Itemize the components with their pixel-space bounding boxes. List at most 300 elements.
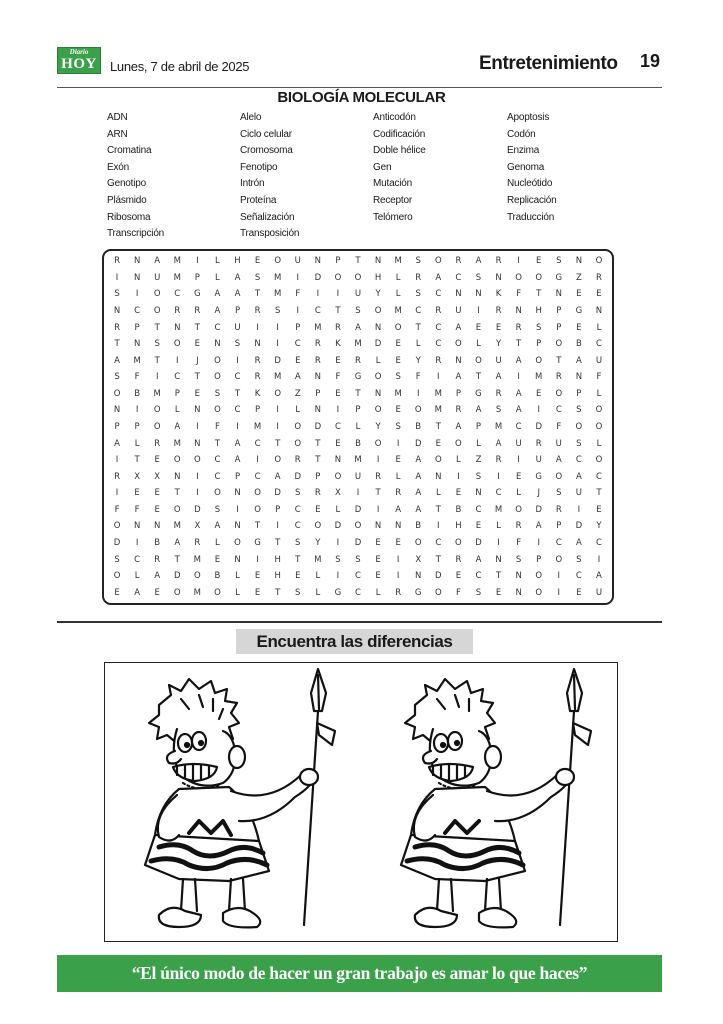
- grid-letter[interactable]: P: [174, 388, 180, 399]
- grid-letter[interactable]: C: [595, 339, 602, 350]
- grid-letter[interactable]: I: [276, 322, 279, 333]
- grid-letter[interactable]: N: [475, 488, 482, 499]
- grid-letter[interactable]: L: [295, 405, 301, 416]
- grid-letter[interactable]: C: [234, 405, 241, 416]
- grid-letter[interactable]: R: [254, 305, 261, 316]
- grid-letter[interactable]: O: [575, 421, 583, 432]
- grid-letter[interactable]: E: [134, 488, 140, 499]
- grid-letter[interactable]: S: [295, 488, 301, 499]
- grid-letter[interactable]: O: [374, 372, 382, 383]
- grid-letter[interactable]: T: [174, 554, 180, 565]
- grid-letter[interactable]: X: [194, 521, 201, 532]
- grid-letter[interactable]: N: [415, 571, 422, 582]
- grid-letter[interactable]: L: [596, 322, 602, 333]
- grid-letter[interactable]: A: [274, 471, 281, 482]
- grid-letter[interactable]: O: [113, 521, 121, 532]
- grid-letter[interactable]: D: [374, 339, 382, 350]
- grid-letter[interactable]: R: [455, 256, 462, 267]
- grid-letter[interactable]: C: [355, 571, 361, 582]
- grid-letter[interactable]: O: [374, 438, 382, 449]
- grid-letter[interactable]: I: [356, 488, 360, 499]
- grid-letter[interactable]: H: [535, 305, 542, 316]
- grid-letter[interactable]: G: [535, 471, 542, 482]
- grid-letter[interactable]: E: [335, 388, 341, 399]
- grid-letter[interactable]: P: [234, 305, 241, 316]
- grid-letter[interactable]: P: [556, 322, 562, 333]
- grid-letter[interactable]: G: [575, 305, 583, 316]
- grid-letter[interactable]: G: [555, 272, 563, 283]
- grid-letter[interactable]: F: [516, 537, 522, 548]
- grid-letter[interactable]: I: [577, 504, 581, 515]
- grid-letter[interactable]: P: [536, 339, 542, 350]
- grid-letter[interactable]: T: [154, 322, 160, 333]
- grid-letter[interactable]: I: [135, 289, 139, 300]
- grid-letter[interactable]: C: [294, 521, 301, 532]
- grid-letter[interactable]: L: [134, 571, 140, 582]
- grid-letter[interactable]: S: [295, 537, 301, 548]
- grid-letter[interactable]: H: [274, 554, 281, 565]
- grid-letter[interactable]: N: [374, 388, 382, 399]
- grid-letter[interactable]: O: [194, 455, 201, 466]
- grid-letter[interactable]: O: [153, 289, 161, 300]
- grid-letter[interactable]: E: [596, 504, 602, 515]
- grid-letter[interactable]: N: [374, 521, 382, 532]
- grid-letter[interactable]: E: [455, 571, 462, 582]
- grid-letter[interactable]: D: [535, 504, 542, 515]
- grid-letter[interactable]: L: [174, 405, 180, 416]
- grid-letter[interactable]: Z: [294, 388, 301, 399]
- grid-letter[interactable]: R: [495, 455, 502, 466]
- grid-letter[interactable]: U: [154, 272, 161, 283]
- grid-letter[interactable]: N: [515, 571, 522, 582]
- grid-letter[interactable]: M: [173, 272, 181, 283]
- grid-letter[interactable]: O: [214, 372, 221, 383]
- grid-letter[interactable]: C: [214, 322, 221, 333]
- grid-letter[interactable]: N: [435, 471, 442, 482]
- grid-letter[interactable]: Y: [495, 339, 502, 350]
- grid-letter[interactable]: B: [214, 571, 221, 582]
- grid-letter[interactable]: P: [315, 471, 321, 482]
- grid-letter[interactable]: E: [395, 405, 401, 416]
- grid-letter[interactable]: I: [256, 554, 259, 565]
- grid-letter[interactable]: E: [576, 289, 582, 300]
- grid-letter[interactable]: E: [295, 355, 301, 366]
- grid-letter[interactable]: A: [415, 471, 422, 482]
- grid-letter[interactable]: S: [355, 554, 361, 565]
- grid-letter[interactable]: N: [495, 554, 502, 565]
- grid-letter[interactable]: H: [234, 256, 241, 267]
- grid-letter[interactable]: R: [355, 355, 361, 366]
- grid-letter[interactable]: G: [254, 537, 261, 548]
- grid-letter[interactable]: J: [537, 488, 540, 499]
- grid-letter[interactable]: I: [557, 571, 561, 582]
- grid-letter[interactable]: C: [475, 571, 482, 582]
- grid-letter[interactable]: C: [595, 537, 602, 548]
- grid-letter[interactable]: A: [415, 455, 422, 466]
- grid-letter[interactable]: S: [556, 256, 562, 267]
- grid-letter[interactable]: D: [274, 355, 281, 366]
- grid-letter[interactable]: P: [134, 421, 140, 432]
- grid-letter[interactable]: P: [295, 322, 301, 333]
- grid-letter[interactable]: R: [174, 305, 181, 316]
- grid-letter[interactable]: S: [475, 587, 482, 598]
- grid-letter[interactable]: A: [575, 471, 582, 482]
- grid-letter[interactable]: P: [255, 405, 261, 416]
- grid-letter[interactable]: O: [173, 339, 181, 350]
- grid-letter[interactable]: I: [196, 256, 199, 267]
- grid-letter[interactable]: P: [335, 256, 341, 267]
- grid-letter[interactable]: N: [194, 438, 201, 449]
- grid-letter[interactable]: F: [295, 289, 301, 300]
- grid-letter[interactable]: A: [234, 272, 241, 283]
- grid-letter[interactable]: I: [336, 537, 340, 548]
- grid-letter[interactable]: N: [455, 355, 462, 366]
- grid-letter[interactable]: M: [173, 256, 181, 267]
- grid-letter[interactable]: I: [256, 455, 259, 466]
- grid-letter[interactable]: I: [196, 471, 199, 482]
- grid-letter[interactable]: N: [113, 305, 121, 316]
- grid-letter[interactable]: D: [354, 537, 362, 548]
- grid-letter[interactable]: O: [535, 587, 543, 598]
- grid-letter[interactable]: T: [375, 488, 381, 499]
- grid-letter[interactable]: I: [336, 571, 340, 582]
- grid-letter[interactable]: F: [114, 504, 120, 515]
- grid-letter[interactable]: L: [496, 521, 501, 532]
- grid-letter[interactable]: B: [154, 537, 161, 548]
- grid-letter[interactable]: E: [576, 322, 582, 333]
- grid-letter[interactable]: U: [495, 355, 502, 366]
- grid-letter[interactable]: C: [455, 272, 462, 283]
- grid-letter[interactable]: E: [495, 587, 502, 598]
- grid-letter[interactable]: C: [515, 421, 522, 432]
- grid-letter[interactable]: T: [254, 289, 261, 300]
- grid-letter[interactable]: D: [314, 272, 322, 283]
- grid-letter[interactable]: E: [154, 488, 160, 499]
- grid-letter[interactable]: M: [394, 256, 402, 267]
- grid-letter[interactable]: A: [415, 504, 422, 515]
- grid-letter[interactable]: O: [214, 488, 221, 499]
- grid-letter[interactable]: O: [595, 421, 603, 432]
- grid-letter[interactable]: O: [414, 405, 422, 416]
- grid-letter[interactable]: R: [114, 322, 120, 333]
- grid-letter[interactable]: X: [134, 471, 141, 482]
- grid-letter[interactable]: O: [113, 571, 121, 582]
- grid-letter[interactable]: O: [374, 305, 382, 316]
- grid-letter[interactable]: P: [234, 471, 241, 482]
- grid-letter[interactable]: I: [135, 537, 139, 548]
- grid-letter[interactable]: B: [415, 421, 422, 432]
- grid-letter[interactable]: O: [535, 272, 543, 283]
- grid-letter[interactable]: D: [194, 504, 201, 515]
- grid-letter[interactable]: C: [254, 471, 261, 482]
- grid-letter[interactable]: R: [495, 388, 502, 399]
- grid-letter[interactable]: N: [515, 305, 522, 316]
- grid-letter[interactable]: L: [435, 488, 441, 499]
- grid-letter[interactable]: E: [315, 504, 321, 515]
- grid-letter[interactable]: L: [215, 537, 220, 548]
- grid-letter[interactable]: I: [336, 289, 340, 300]
- grid-letter[interactable]: L: [335, 504, 341, 515]
- grid-letter[interactable]: R: [455, 405, 462, 416]
- grid-letter[interactable]: R: [535, 438, 542, 449]
- grid-letter[interactable]: N: [234, 521, 241, 532]
- grid-letter[interactable]: R: [515, 521, 522, 532]
- grid-letter[interactable]: M: [274, 272, 282, 283]
- grid-letter[interactable]: E: [515, 471, 522, 482]
- grid-letter[interactable]: A: [596, 571, 602, 582]
- grid-letter[interactable]: T: [275, 587, 281, 598]
- grid-letter[interactable]: I: [457, 471, 460, 482]
- grid-letter[interactable]: M: [314, 554, 322, 565]
- grid-letter[interactable]: E: [475, 521, 482, 532]
- grid-letter[interactable]: A: [575, 537, 582, 548]
- grid-letter[interactable]: E: [194, 339, 201, 350]
- grid-letter[interactable]: U: [535, 455, 542, 466]
- grid-letter[interactable]: C: [555, 537, 562, 548]
- grid-letter[interactable]: N: [254, 339, 261, 350]
- grid-letter[interactable]: E: [154, 455, 160, 466]
- grid-letter[interactable]: E: [335, 355, 341, 366]
- grid-letter[interactable]: C: [495, 488, 502, 499]
- grid-letter[interactable]: R: [495, 305, 502, 316]
- grid-letter[interactable]: I: [437, 521, 440, 532]
- grid-letter[interactable]: D: [435, 571, 442, 582]
- grid-letter[interactable]: Y: [315, 537, 321, 548]
- grid-letter[interactable]: U: [354, 471, 362, 482]
- grid-letter[interactable]: L: [395, 289, 401, 300]
- grid-letter[interactable]: C: [555, 405, 562, 416]
- grid-letter[interactable]: M: [314, 322, 322, 333]
- grid-letter[interactable]: M: [354, 339, 362, 350]
- grid-letter[interactable]: S: [254, 272, 261, 283]
- grid-letter[interactable]: C: [134, 305, 141, 316]
- grid-letter[interactable]: C: [475, 504, 482, 515]
- grid-letter[interactable]: S: [114, 289, 120, 300]
- grid-letter[interactable]: I: [537, 537, 540, 548]
- grid-letter[interactable]: L: [215, 256, 220, 267]
- grid-letter[interactable]: S: [395, 421, 401, 432]
- grid-letter[interactable]: E: [495, 322, 502, 333]
- grid-letter[interactable]: A: [214, 305, 221, 316]
- grid-letter[interactable]: I: [276, 521, 279, 532]
- grid-letter[interactable]: I: [176, 355, 179, 366]
- grid-letter[interactable]: L: [315, 571, 321, 582]
- grid-letter[interactable]: O: [455, 537, 462, 548]
- grid-letter[interactable]: O: [555, 471, 563, 482]
- grid-letter[interactable]: A: [515, 388, 522, 399]
- grid-letter[interactable]: G: [414, 587, 422, 598]
- grid-letter[interactable]: I: [155, 372, 159, 383]
- grid-letter[interactable]: F: [214, 421, 220, 432]
- grid-letter[interactable]: T: [315, 438, 321, 449]
- grid-letter[interactable]: A: [234, 289, 241, 300]
- grid-letter[interactable]: F: [596, 372, 602, 383]
- grid-letter[interactable]: L: [134, 438, 140, 449]
- grid-letter[interactable]: E: [254, 256, 261, 267]
- grid-letter[interactable]: R: [435, 355, 442, 366]
- grid-letter[interactable]: S: [576, 405, 582, 416]
- grid-letter[interactable]: P: [576, 388, 582, 399]
- grid-letter[interactable]: R: [555, 372, 562, 383]
- grid-letter[interactable]: I: [396, 554, 400, 565]
- grid-letter[interactable]: N: [174, 322, 181, 333]
- grid-letter[interactable]: P: [114, 421, 120, 432]
- grid-letter[interactable]: O: [455, 438, 462, 449]
- grid-letter[interactable]: I: [396, 571, 400, 582]
- grid-letter[interactable]: O: [535, 355, 543, 366]
- grid-letter[interactable]: P: [194, 272, 200, 283]
- grid-letter[interactable]: A: [515, 355, 522, 366]
- grid-letter[interactable]: U: [294, 256, 301, 267]
- grid-letter[interactable]: P: [556, 521, 562, 532]
- grid-letter[interactable]: O: [334, 272, 342, 283]
- grid-letter[interactable]: C: [174, 289, 181, 300]
- grid-letter[interactable]: H: [374, 272, 382, 283]
- grid-letter[interactable]: E: [295, 571, 301, 582]
- grid-letter[interactable]: S: [515, 554, 522, 565]
- grid-letter[interactable]: U: [595, 587, 603, 598]
- grid-letter[interactable]: E: [395, 339, 401, 350]
- grid-letter[interactable]: N: [174, 471, 181, 482]
- grid-letter[interactable]: O: [434, 256, 442, 267]
- grid-letter[interactable]: O: [113, 388, 121, 399]
- grid-letter[interactable]: S: [234, 339, 241, 350]
- grid-letter[interactable]: N: [314, 372, 322, 383]
- grid-letter[interactable]: I: [557, 587, 561, 598]
- grid-letter[interactable]: M: [153, 388, 161, 399]
- grid-letter[interactable]: K: [335, 339, 341, 350]
- grid-letter[interactable]: E: [536, 388, 542, 399]
- grid-letter[interactable]: C: [334, 421, 341, 432]
- grid-letter[interactable]: L: [375, 587, 381, 598]
- grid-letter[interactable]: A: [435, 272, 442, 283]
- grid-letter[interactable]: D: [113, 537, 121, 548]
- grid-letter[interactable]: A: [455, 322, 462, 333]
- grid-letter[interactable]: S: [214, 504, 221, 515]
- grid-letter[interactable]: I: [497, 537, 500, 548]
- grid-letter[interactable]: R: [395, 488, 402, 499]
- grid-letter[interactable]: D: [535, 421, 542, 432]
- grid-letter[interactable]: O: [595, 256, 603, 267]
- grid-letter[interactable]: R: [515, 322, 522, 333]
- grid-letter[interactable]: R: [254, 355, 261, 366]
- grid-letter[interactable]: M: [133, 355, 141, 366]
- grid-letter[interactable]: R: [154, 438, 161, 449]
- grid-letter[interactable]: J: [196, 355, 199, 366]
- grid-letter[interactable]: A: [114, 355, 120, 366]
- grid-letter[interactable]: T: [154, 355, 160, 366]
- grid-letter[interactable]: E: [254, 571, 261, 582]
- grid-letter[interactable]: B: [415, 521, 422, 532]
- grid-letter[interactable]: A: [395, 504, 402, 515]
- grid-letter[interactable]: I: [115, 455, 119, 466]
- grid-letter[interactable]: U: [455, 305, 462, 316]
- grid-letter[interactable]: T: [355, 256, 361, 267]
- grid-letter[interactable]: F: [134, 372, 140, 383]
- grid-letter[interactable]: E: [536, 256, 542, 267]
- grid-letter[interactable]: S: [495, 405, 502, 416]
- grid-letter[interactable]: N: [234, 554, 241, 565]
- grid-letter[interactable]: O: [555, 339, 563, 350]
- grid-letter[interactable]: M: [274, 289, 282, 300]
- grid-letter[interactable]: N: [314, 405, 322, 416]
- grid-letter[interactable]: T: [596, 488, 602, 499]
- grid-letter[interactable]: T: [536, 289, 542, 300]
- grid-letter[interactable]: P: [536, 554, 542, 565]
- grid-letter[interactable]: I: [597, 554, 601, 565]
- grid-letter[interactable]: Z: [475, 455, 482, 466]
- grid-letter[interactable]: S: [415, 256, 421, 267]
- grid-letter[interactable]: C: [214, 471, 221, 482]
- grid-letter[interactable]: D: [314, 421, 322, 432]
- grid-letter[interactable]: M: [173, 521, 181, 532]
- grid-letter[interactable]: M: [173, 438, 181, 449]
- grid-letter[interactable]: A: [475, 256, 482, 267]
- grid-letter[interactable]: A: [575, 355, 582, 366]
- grid-letter[interactable]: O: [535, 571, 543, 582]
- grid-letter[interactable]: O: [434, 455, 442, 466]
- grid-letter[interactable]: C: [174, 372, 181, 383]
- grid-letter[interactable]: A: [555, 455, 562, 466]
- grid-letter[interactable]: N: [214, 339, 221, 350]
- grid-letter[interactable]: O: [455, 339, 462, 350]
- grid-letter[interactable]: L: [235, 571, 240, 582]
- grid-letter[interactable]: Y: [375, 421, 381, 432]
- grid-letter[interactable]: M: [253, 421, 262, 432]
- grid-letter[interactable]: E: [455, 488, 462, 499]
- grid-letter[interactable]: U: [354, 289, 362, 300]
- grid-letter[interactable]: P: [556, 305, 562, 316]
- grid-letter[interactable]: O: [294, 438, 302, 449]
- grid-letter[interactable]: R: [314, 488, 321, 499]
- grid-letter[interactable]: O: [334, 471, 342, 482]
- grid-letter[interactable]: N: [394, 521, 402, 532]
- grid-letter[interactable]: N: [374, 256, 382, 267]
- grid-letter[interactable]: A: [455, 372, 462, 383]
- grid-letter[interactable]: S: [536, 322, 542, 333]
- grid-letter[interactable]: O: [394, 322, 402, 333]
- grid-letter[interactable]: T: [475, 372, 482, 383]
- grid-letter[interactable]: I: [135, 405, 139, 416]
- grid-letter[interactable]: F: [134, 504, 140, 515]
- grid-letter[interactable]: I: [276, 421, 279, 432]
- grid-letter[interactable]: S: [114, 554, 120, 565]
- grid-letter[interactable]: A: [154, 256, 161, 267]
- grid-letter[interactable]: S: [295, 587, 301, 598]
- grid-letter[interactable]: T: [556, 355, 562, 366]
- grid-letter[interactable]: O: [214, 587, 221, 598]
- grid-letter[interactable]: C: [435, 322, 442, 333]
- grid-letter[interactable]: D: [354, 504, 362, 515]
- grid-letter[interactable]: R: [254, 372, 261, 383]
- grid-letter[interactable]: I: [236, 421, 239, 432]
- grid-letter[interactable]: O: [314, 521, 322, 532]
- grid-letter[interactable]: O: [274, 455, 282, 466]
- grid-letter[interactable]: M: [354, 455, 362, 466]
- grid-letter[interactable]: G: [475, 388, 482, 399]
- grid-letter[interactable]: L: [596, 438, 602, 449]
- grid-letter[interactable]: R: [154, 554, 161, 565]
- grid-letter[interactable]: R: [294, 455, 301, 466]
- grid-letter[interactable]: B: [575, 339, 582, 350]
- grid-letter[interactable]: O: [354, 272, 362, 283]
- grid-letter[interactable]: Z: [575, 272, 582, 283]
- grid-letter[interactable]: X: [335, 488, 341, 499]
- grid-letter[interactable]: E: [154, 587, 160, 598]
- grid-letter[interactable]: A: [355, 322, 361, 333]
- grid-letter[interactable]: H: [274, 571, 281, 582]
- grid-letter[interactable]: C: [234, 372, 241, 383]
